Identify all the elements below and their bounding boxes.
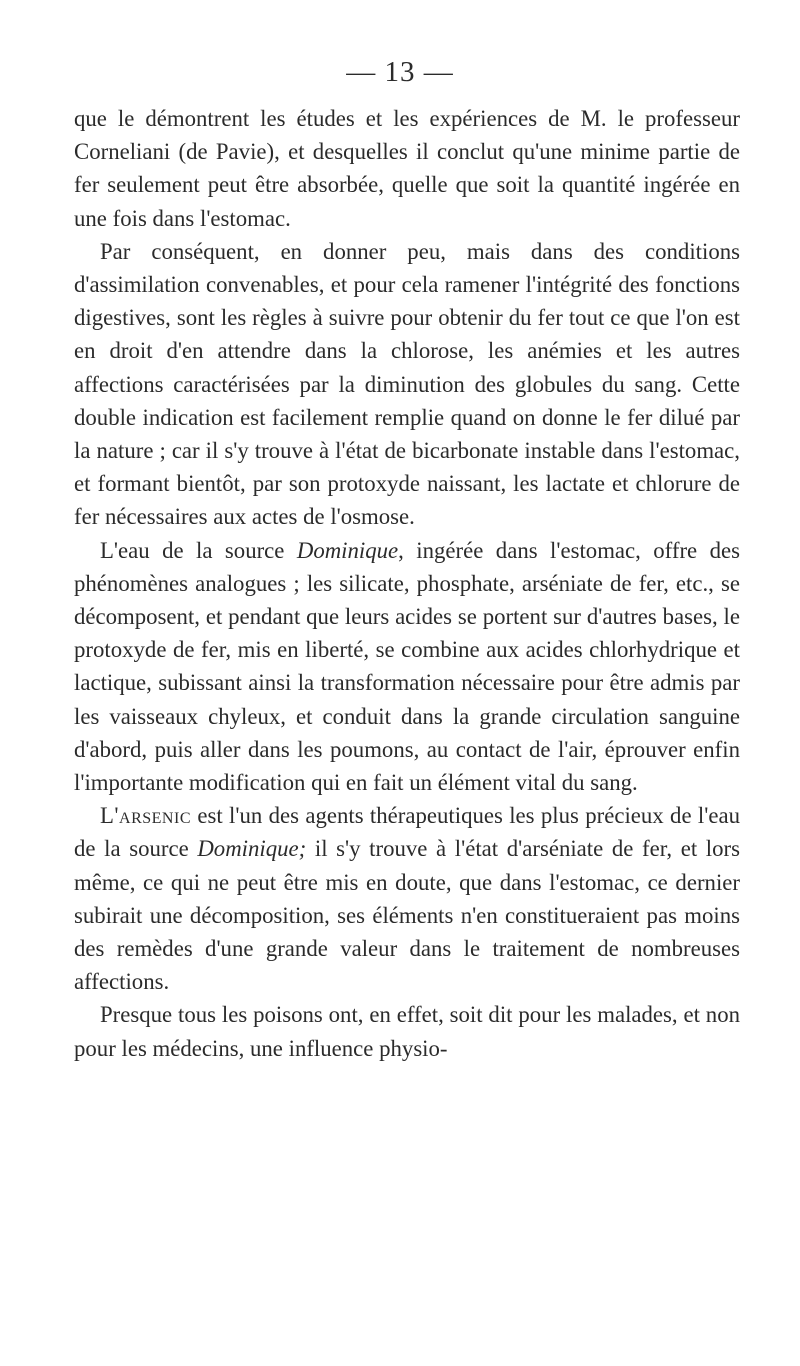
page-number: — 13 — [346,56,454,88]
paragraph-2: Par conséquent, en donner peu, mais dans des conditions d'assimilation convenables, et pour cela ramener l'intégrité des fonctions digestives, sont les règles à suivre pour obtenir du fer tout ce que l'on est en droit d'en attendre dans la chlorose, les anémies et les autres affections caractérisées par la diminution des globules du sang. Cette double indication est facilement remplie quand on donne le fer dilué par la nature ; car il s'y trouve à l'état de bicarbonate instable dans l'estomac, et formant bientôt, par son protoxyde naissant, les lactate et chlorure de fer nécessaires aux actes de l'osmose. [74,238,740,530]
paragraph-4-lead-term: L'arsenic [100,803,191,829]
paragraph-5: Presque tous les poisons ont, en effet, soit dit pour les malades, et non pour les médecins, une influence physio- [74,1002,740,1061]
paragraph-3-text-start: L'eau de la source [100,537,297,563]
paragraph-1: que le démontrent les études et les expériences de M. le professeur Corneliani (de Pavie), et desquelles il conclut qu'une minime partie de fer seulement peut être absorbée, quelle que soit la quantité ingérée en une fois dans l'estomac. [74,106,740,231]
body-text [74,102,740,1065]
paragraph-4-text-end: il s'y trouve à l'état d'arséniate de fer, et lors même, ce qui ne peut être mis en doute, que dans l'estomac, ce dernier subirait une décomposition, ses éléments n'en constitueraient pas moins des remèdes d'une grande valeur dans le traitement de nombreuses affections. [74,836,740,995]
paragraph-3 [74,534,740,800]
paragraph-4 [74,799,740,998]
paragraph-4-italic-term: Dominique; [197,836,307,862]
paragraph-3-text-end: , ingérée dans l'estomac, offre des phénomènes analogues ; les silicate, phosphate, arséniate de fer, etc., se décomposent, et pendant que leurs acides se portent sur d'autres bases, le protoxyde de fer, mis en liberté, se combine aux acides chlorhydrique et lactique, subissant ainsi la transformation nécessaire pour être admis par les vaisseaux chyleux, et conduit dans la grande circulation sanguine d'abord, puis aller dans les poumons, au contact de l'air, éprouver enfin l'importante modification qui en fait un élément vital du sang. [74,537,740,796]
paragraph-3-italic-term: Dominique [296,537,399,563]
paragraph-4-text-start: est l'un des agents thérapeutiques les plus précieux de l'eau de la source [74,803,740,862]
